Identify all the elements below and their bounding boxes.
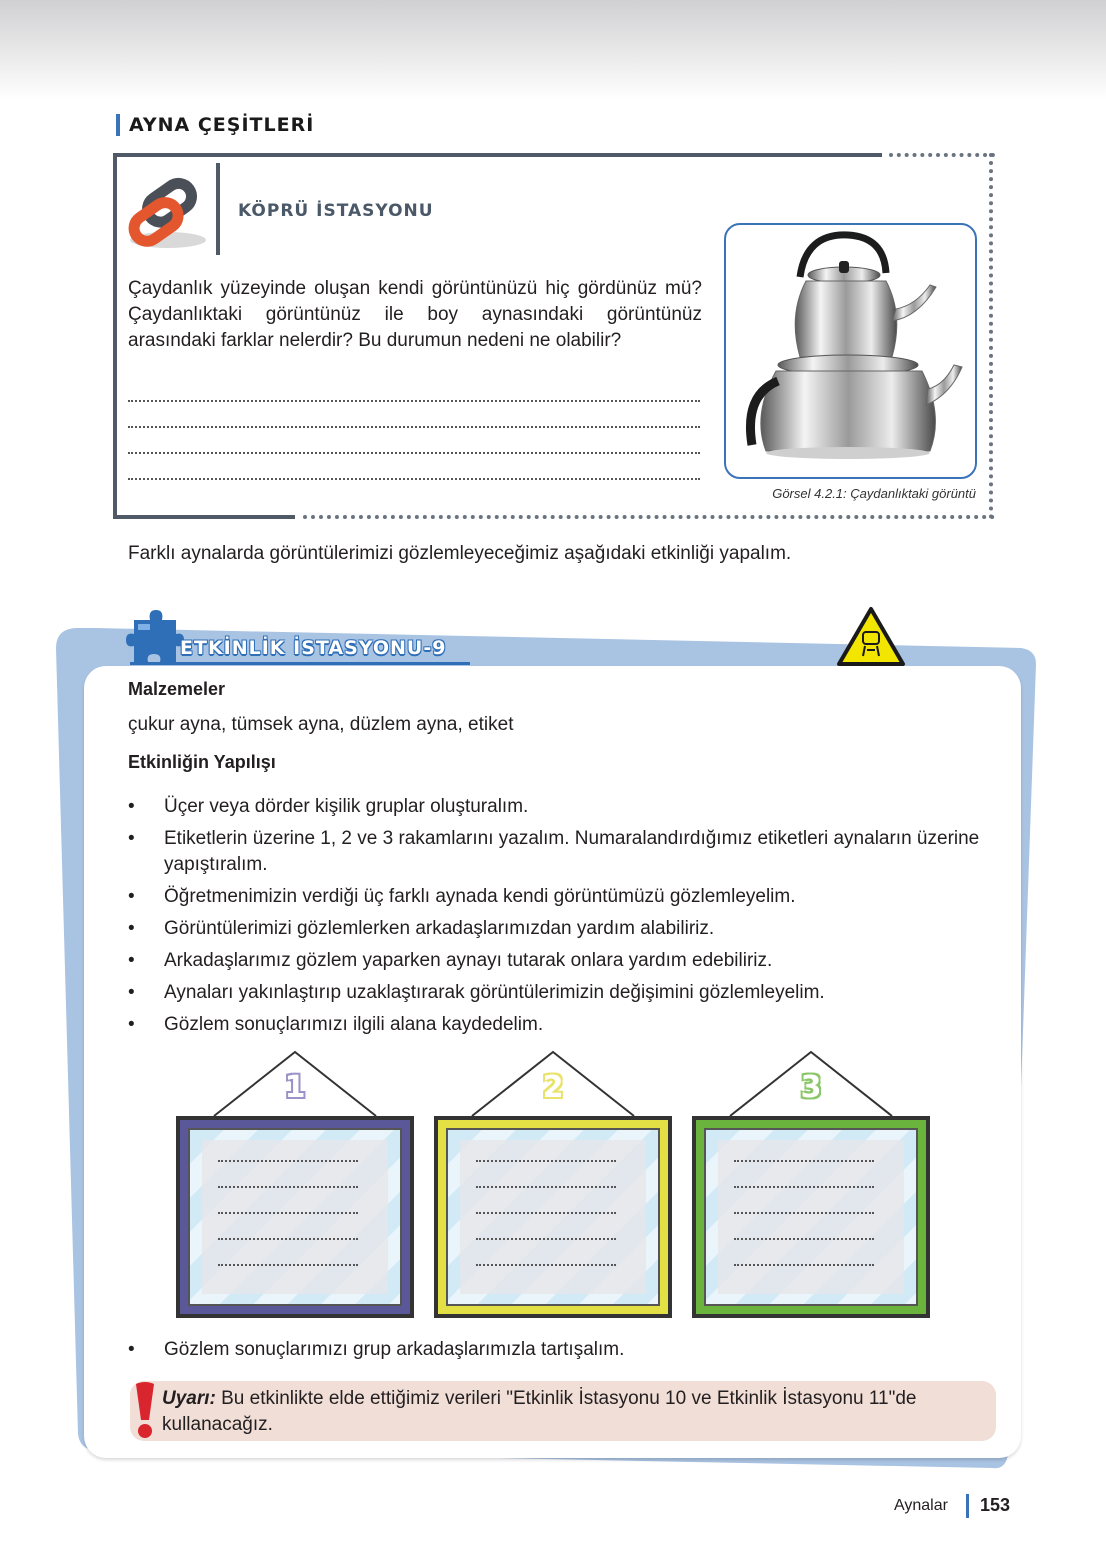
list-item: • Görüntülerimizi gözlemlerken arkadaşlarımızdan yardım alabiliriz. bbox=[128, 916, 988, 942]
list-item: • Gözlem sonuçlarımızı grup arkadaşlarımızla tartışalım. bbox=[128, 1337, 988, 1363]
answer-line[interactable] bbox=[128, 400, 700, 402]
teapot-image bbox=[726, 225, 977, 479]
answer-line[interactable] bbox=[476, 1238, 616, 1240]
answer-line[interactable] bbox=[734, 1264, 874, 1266]
answer-line[interactable] bbox=[734, 1160, 874, 1162]
warning-text bbox=[162, 1386, 982, 1438]
list-item: • Gözlem sonuçlarımızı ilgili alana kaydedelim. bbox=[128, 1012, 988, 1038]
teapot-photo bbox=[724, 223, 977, 479]
answer-line[interactable] bbox=[734, 1212, 874, 1214]
answer-line[interactable] bbox=[734, 1186, 874, 1188]
puzzle-icon bbox=[126, 606, 184, 666]
exclamation-icon bbox=[132, 1380, 158, 1440]
chain-link-icon bbox=[120, 172, 210, 252]
warning-label: Uyarı: bbox=[162, 1388, 216, 1409]
section-title: AYNA ÇEŞİTLERİ bbox=[116, 114, 314, 136]
procedure-steps bbox=[128, 794, 988, 1044]
safety-warning-icon bbox=[836, 606, 906, 668]
answer-line[interactable] bbox=[476, 1160, 616, 1162]
answer-line[interactable] bbox=[476, 1264, 616, 1266]
photo-caption: Görsel 4.2.1: Çaydanlıktaki görüntü bbox=[772, 486, 976, 501]
answer-line[interactable] bbox=[476, 1212, 616, 1214]
list-item: • Öğretmenimizin verdiği üç farklı aynada kendi görüntümüzü gözlemleyelim. bbox=[128, 884, 988, 910]
activity-title: ETKİNLİK İSTASYONU-9 bbox=[180, 637, 447, 659]
answer-line[interactable] bbox=[218, 1160, 358, 1162]
list-item: • Arkadaşlarımız gözlem yaparken aynayı tutarak onlara yardım edebiliriz. bbox=[128, 948, 988, 974]
mirror-1 bbox=[176, 1050, 414, 1318]
answer-line[interactable] bbox=[218, 1238, 358, 1240]
mirror-2 bbox=[434, 1050, 672, 1318]
list-item: • Üçer veya dörder kişilik gruplar oluşturalım. bbox=[128, 794, 988, 820]
bridge-station-title: KÖPRÜ İSTASYONU bbox=[238, 201, 434, 221]
list-item: • Etiketlerin üzerine 1, 2 ve 3 rakamlarını yazalım. Numaralandırdığımız etiketleri aynaların üzerine yapıştıralım. bbox=[128, 826, 988, 878]
header-band bbox=[0, 0, 1106, 100]
bridge-divider bbox=[216, 163, 220, 255]
mirror-frame bbox=[176, 1116, 414, 1318]
warning-message: Bu etkinlikte elde ettiğimiz verileri "Etkinlik İstasyonu 10 ve Etkinlik İstasyonu 11"de kullanacağız. bbox=[162, 1388, 917, 1435]
procedure-heading: Etkinliğin Yapılışı bbox=[128, 752, 276, 772]
bridge-question: Çaydanlık yüzeyinde oluşan kendi görüntünüzü hiç gördünüz mü? Çaydanlıktaki görüntünüz ile boy aynasındaki görüntünüz arasındaki farklar nelerdir? Bu durumun nedeni ne olabilir? bbox=[128, 278, 702, 351]
page-number: 153 bbox=[980, 1495, 1011, 1515]
activity-title-underline bbox=[130, 662, 470, 665]
mirror-number: 2 bbox=[542, 1070, 564, 1105]
answer-line[interactable] bbox=[128, 452, 700, 454]
mirror-number: 3 bbox=[800, 1070, 822, 1105]
intro-text: Farklı aynalarda görüntülerimizi gözlemleyeceğimiz aşağıdaki etkinliği yapalım. bbox=[128, 543, 792, 564]
answer-line[interactable] bbox=[476, 1186, 616, 1188]
footer-separator bbox=[966, 1494, 969, 1518]
answer-line[interactable] bbox=[218, 1186, 358, 1188]
mirror-3 bbox=[692, 1050, 930, 1318]
list-item: • Aynaları yakınlaştırıp uzaklaştırarak görüntülerimizin değişimini gözlemleyelim. bbox=[128, 980, 988, 1006]
mirror-frame bbox=[434, 1116, 672, 1318]
answer-line[interactable] bbox=[128, 426, 700, 428]
mirror-frame bbox=[692, 1116, 930, 1318]
answer-line[interactable] bbox=[218, 1264, 358, 1266]
answer-line[interactable] bbox=[218, 1212, 358, 1214]
mirror-number: 1 bbox=[284, 1070, 306, 1105]
answer-line[interactable] bbox=[128, 478, 700, 480]
materials-heading: Malzemeler bbox=[128, 679, 226, 699]
materials-list: çukur ayna, tümsek ayna, düzlem ayna, etiket bbox=[128, 714, 514, 735]
answer-line[interactable] bbox=[734, 1238, 874, 1240]
footer-chapter: Aynalar bbox=[894, 1497, 948, 1514]
